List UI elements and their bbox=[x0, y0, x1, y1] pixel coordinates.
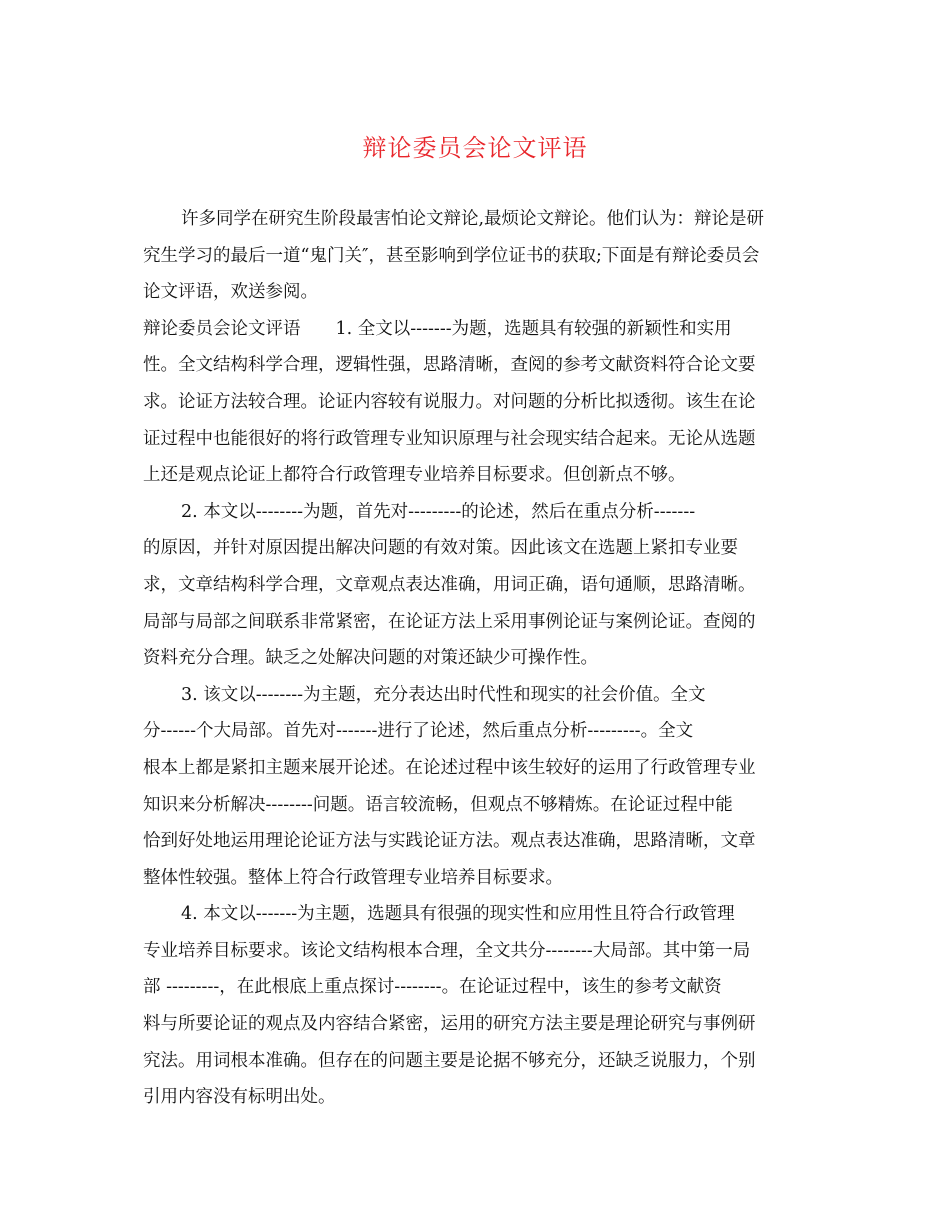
document-title: 辩论委员会论文评语 bbox=[362, 134, 588, 162]
text-line: 根本上都是紧扣主题来展开论述。在论述过程中该生较好的运用了行政管理专业 bbox=[143, 757, 756, 778]
text-line: 究法。用词根本准确。但存在的问题主要是论据不够充分，还缺乏说服力，个别 bbox=[143, 1050, 756, 1071]
text-line: 局部与局部之间联系非常紧密，在论证方法上采用事例论证与案例论证。查阅的 bbox=[143, 611, 756, 632]
text-line: 资料充分合理。缺乏之处解决问题的对策还缺少可操作性。 bbox=[143, 648, 598, 669]
text-line: 部 ---------，在此根底上重点探讨--------。在论证过程中，该生的参考文献资 bbox=[143, 977, 722, 998]
text-line: 2. 本文以--------为题，首先对---------的论述，然后在重点分析------- bbox=[181, 501, 696, 522]
text-line: 求，文章结构科学合理，文章观点表达准确，用词正确，语句通顺，思路清晰。 bbox=[143, 574, 756, 595]
text-line: 4. 本文以-------为主题，选题具有很强的现实性和应用性且符合行政管理 bbox=[181, 904, 735, 925]
text-line: 性。全文结构科学合理，逻辑性强，思路清晰，查阅的参考文献资料符合论文要 bbox=[143, 355, 756, 376]
text-line: 许多同学在研究生阶段最害怕论文辩论,最烦论文辩论。他们认为：辩论是研 bbox=[181, 209, 765, 229]
text-line: 分------个大局部。首先对-------进行了论述，然后重点分析---------。全文 bbox=[143, 721, 694, 742]
document-body bbox=[143, 201, 803, 1116]
text-line: 恰到好处地运用理论论证方法与实践论证方法。观点表达准确，思路清晰，文章 bbox=[143, 831, 756, 852]
text-line: 专业培养目标要求。该论文结构根本合理，全文共分--------大局部。其中第一局 bbox=[143, 940, 751, 961]
text-line: 3. 该文以--------为主题，充分表达出时代性和现实的社会价值。全文 bbox=[181, 684, 706, 705]
text-line: 究生学习的最后一道“鬼门关″，甚至影响到学位证书的获取;下面是有辩论委员会 bbox=[143, 245, 760, 266]
text-line: 引用内容没有标明出处。 bbox=[143, 1087, 336, 1108]
text-line: 上还是观点论证上都符合行政管理专业培养目标要求。但创新点不够。 bbox=[143, 465, 686, 486]
text-line: 料与所要论证的观点及内容结合紧密，运用的研究方法主要是理论研究与事例研 bbox=[143, 1014, 756, 1035]
text-line: 辩论委员会论文评语 1. 全文以-------为题，选题具有较强的新颖性和实用 bbox=[143, 318, 732, 339]
text-line: 证过程中也能很好的将行政管理专业知识原理与社会现实结合起来。无论从选题 bbox=[143, 428, 756, 449]
text-line: 求。论证方法较合理。论证内容较有说服力。对问题的分析比拟透彻。该生在论 bbox=[143, 391, 756, 412]
text-line: 知识来分析解决--------问题。语言较流畅，但观点不够精炼。在论证过程中能 bbox=[143, 794, 733, 815]
text-line: 的原因，并针对原因提出解决问题的有效对策。因此该文在选题上紧扣专业要 bbox=[143, 538, 738, 559]
text-line: 论文评语，欢送参阅。 bbox=[143, 282, 318, 303]
text-line: 整体性较强。整体上符合行政管理专业培养目标要求。 bbox=[143, 867, 563, 888]
